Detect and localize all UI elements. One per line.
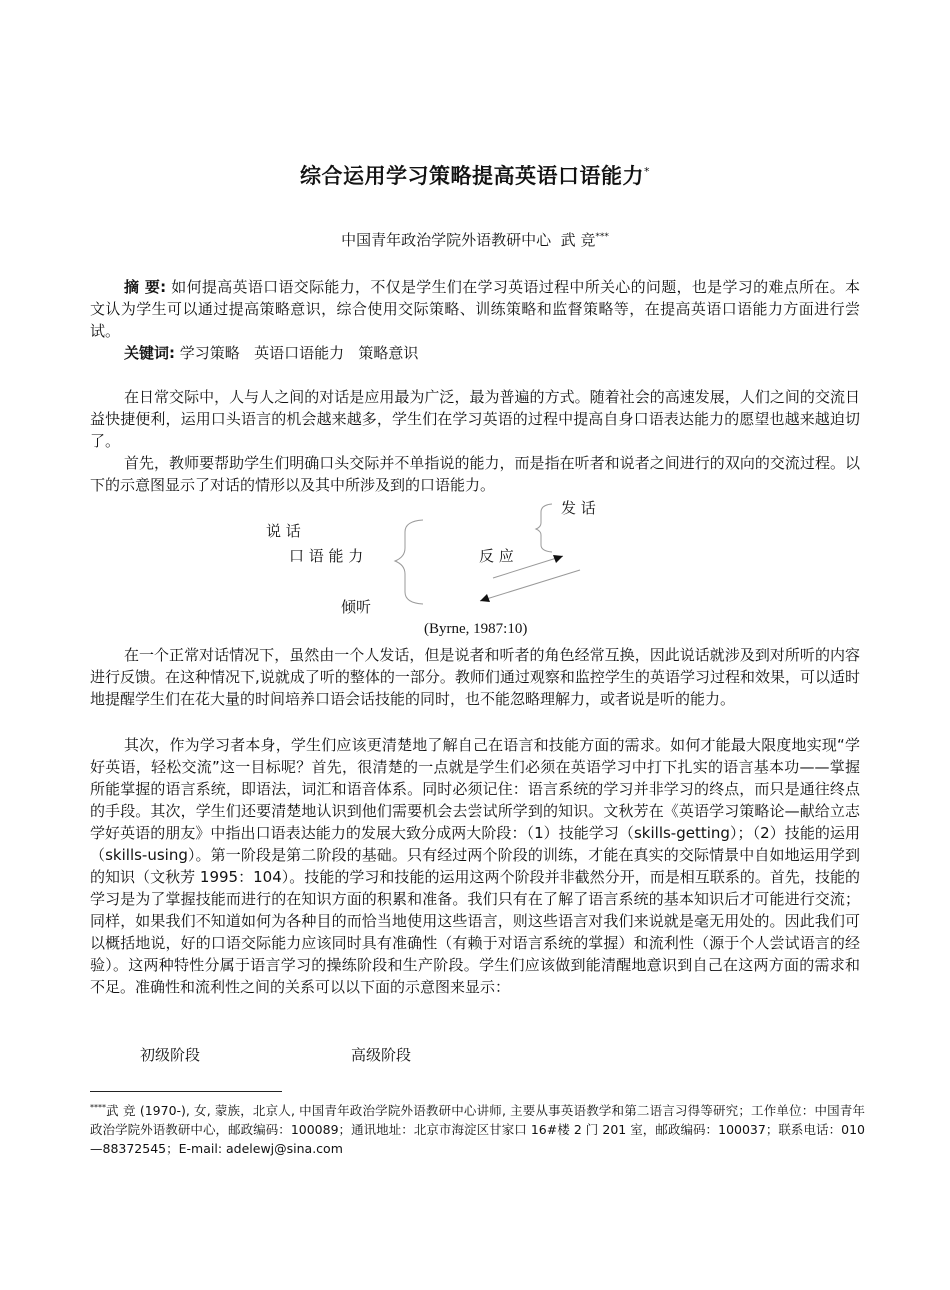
label-speak: 说 话	[266, 522, 301, 540]
label-respond: 反 应	[479, 547, 514, 565]
label-listen: 倾听	[341, 598, 372, 616]
abstract-text: 如何提高英语口语交际能力，不仅是学生们在学习英语过程中所关心的问题，也是学习的难点所在。本文认为学生可以通过提高策略意识，综合使用交际策略、训练策略和监督策略等，在提高英语口语能力方面进行尝试。	[90, 278, 860, 340]
label-send: 发 话	[561, 499, 596, 517]
title-footnote-mark: *	[644, 165, 650, 178]
arrowhead-left-icon	[480, 594, 490, 602]
keywords-text: 学习策略 英语口语能力 策略意识	[179, 344, 419, 362]
footnote-mark: ****	[90, 1103, 106, 1112]
paper-title-text: 综合运用学习策略提高英语口语能力	[300, 164, 644, 188]
brace-small	[536, 504, 552, 552]
body-paragraph-3: 在一个正常对话情况下，虽然由一个人发话，但是说者和听者的角色经常互换，因此说话就涉及到对所听的内容进行反馈。在这种情况下,说就成了听的整体的一部分。教师们通过观察和监控学生的英语学习过程和效果，可以适时地提醒学生们在花大量的时间培养口语会话技能的同时，也不能忽略理解力，或者说是听的能力。	[90, 646, 860, 708]
label-oral-ability: 口 语 能 力	[289, 547, 364, 565]
label-advanced-stage: 高级阶段	[351, 1046, 412, 1064]
figure-caption: (Byrne, 1987:10)	[424, 621, 528, 637]
body-paragraph-4: 其次，作为学习者本身，学生们应该更清楚地了解自己在语言和技能方面的需求。如何才能最大限度地实现“学好英语，轻松交流”这一目标呢？首先，很清楚的一点就是学生们必须在英语学习中打下扎实的语言基本功——掌握所能掌握的语言系统，即语法，词汇和语音体系。同时必须记住：语言系统的学习并非学习的终点，而只是通往终点的手段。其次，学生们还要清楚地认识到他们需要机会去尝试所学到的知识。文秋芳在《英语学习策略论—献给立志学好英语的朋友》中指出口语表达能力的发展大致分成两大阶段：（1）技能学习（skills-getting）；（2）技能的运用（skills-using）。第一阶段是第二阶段的基础。只有经过两个阶段的训练，才能在真实的交际情景中自如地运用学到的知识（文秋芳 1995：104）。技能的学习和技能的运用这两个阶段并非截然分开，而是相互联系的。首先，技能的学习是为了掌握技能而进行的在知识方面的积累和准备。我们只有在了解了语言系统的基本知识后才可能进行交流；同样，如果我们不知道如何为各种目的而恰当地使用这些语言，则这些语言对我们来说就是毫无用处的。因此我们可以概括地说，好的口语交际能力应该同时具有准确性（有赖于对语言系统的掌握）和流利性（源于个人尝试语言的经验）。这两种特性分属于语言学习的操练阶段和生产阶段。学生们应该做到能清醒地意识到自己在这两方面的需求和不足。准确性和流利性之间的关系可以以下面的示意图来显示：	[90, 736, 860, 996]
footnote-text: 武 竞 (1970-), 女, 蒙族，北京人, 中国青年政治学院外语教研中心讲师, 主要从事英语教学和第二语言习得等研究；工作单位：中国青年政治学院外语教研中心，邮政编码：100089；通讯地址：北京市海淀区甘家口 16#楼 2 门 201 室，邮政编码：100037；联系电话：010—88372545；E-mail: adelewj@sina.com	[90, 1103, 865, 1157]
body-paragraph-1: 在日常交际中，人与人之间的对话是应用最为广泛，最为普遍的方式。随着社会的高速发展，人们之间的交流日益快捷便利，运用口头语言的机会越来越多，学生们在学习英语的过程中提高自身口语表达能力的愿望也越来越迫切了。	[90, 388, 860, 450]
brace-large	[395, 520, 423, 604]
label-elementary-stage: 初级阶段	[140, 1046, 201, 1064]
author-affiliation: 中国青年政治学院外语教研中心	[341, 231, 552, 249]
arrowhead-right-icon	[553, 555, 563, 563]
footnote	[90, 1098, 865, 1158]
footnote-divider	[90, 1091, 282, 1092]
dialogue-diagram-lines	[0, 0, 950, 640]
author-name: 武 竞	[560, 231, 596, 249]
author-footnote-mark: ***	[595, 232, 609, 242]
abstract-label: 摘 要:	[124, 278, 167, 296]
keywords-label: 关键词:	[124, 344, 175, 362]
body-paragraph-2: 首先，教师要帮助学生们明确口头交际并不单指说的能力，而是指在听者和说者之间进行的双向的交流过程。以下的示意图显示了对话的情形以及其中所涉及到的口语能力。	[90, 454, 860, 494]
arrow-line-lower	[480, 570, 580, 601]
